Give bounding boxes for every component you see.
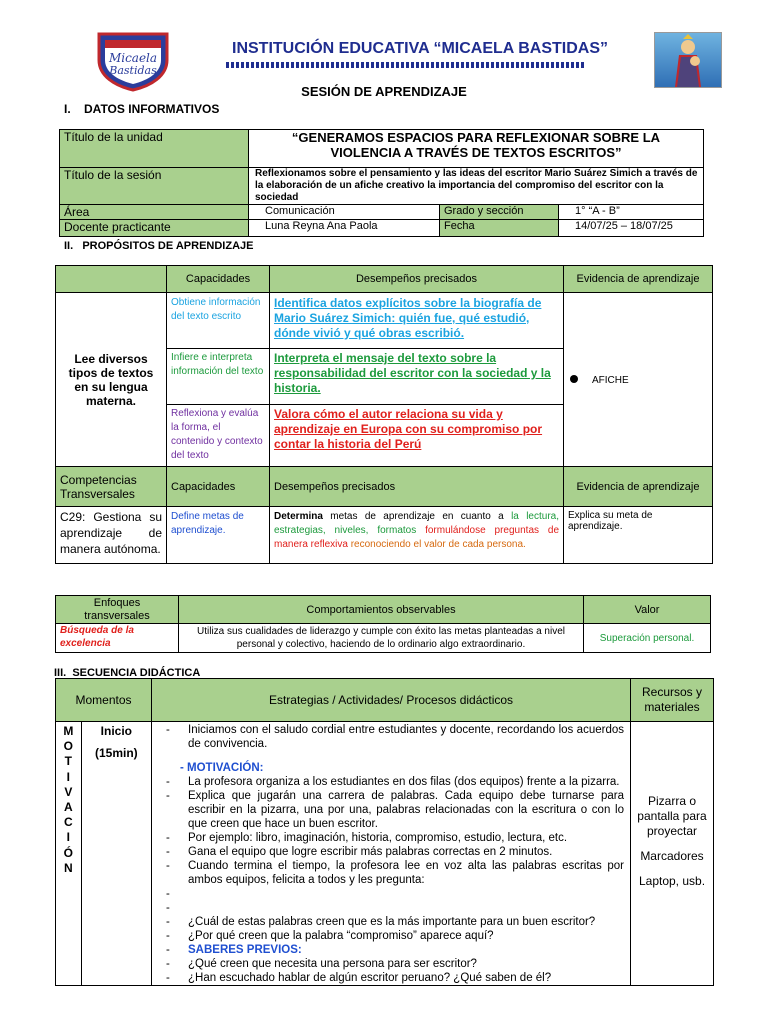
- list-item: [166, 929, 624, 943]
- list-item-text: ¿Por qué creen que la palabra “compromiso” aparece aquí?: [188, 930, 494, 942]
- dash-icon: -: [166, 972, 170, 984]
- vertical-letter: A: [64, 800, 73, 815]
- col-capacidades-2: Capacidades: [167, 467, 270, 507]
- unit-value: “GENERAMOS ESPACIOS PARA REFLEXIONAR SOBRE LA VIOLENCIA A TRAVÉS DE TEXTOS ESCRITOS”: [249, 130, 704, 168]
- list-item-text: ¿Han escuchado hablar de algún escritor peruano? ¿Qué saben de él?: [188, 972, 552, 984]
- date-label: Fecha: [440, 220, 559, 237]
- transversal-label: Competencias Transversales: [56, 467, 167, 507]
- list-item-text: Gana el equipo que logre escribir más palabras correctas en 2 minutos.: [188, 846, 553, 858]
- desempeno-1: Identifica datos explícitos sobre la biografía de Mario Suárez Simich: quién fue, qué estudió, dónde vivió y qué obras escribió.: [270, 293, 564, 349]
- enfoques-col-1: Enfoques transversales: [56, 596, 179, 624]
- col-desempenos-2: Desempeños precisados: [270, 467, 564, 507]
- enfoque-value: Búsqueda de la excelencia: [56, 624, 179, 653]
- vertical-letter: O: [63, 739, 73, 754]
- enfoques-table: [55, 595, 711, 653]
- dash-icon: -: [166, 930, 170, 942]
- desempeno-3: Valora cómo el autor relaciona su vida y aprendizaje en Europa con su compromiso por contar la historia del Perú: [270, 405, 564, 467]
- section-3-heading: III. SECUENCIA DIDÁCTICA: [54, 667, 201, 679]
- col-estrategias: Estrategias / Actividades/ Procesos didácticos: [152, 679, 631, 722]
- dash-icon: -: [166, 958, 170, 970]
- evidencia-value: AFICHE: [592, 374, 629, 386]
- unit-label: Título de la unidad: [60, 130, 249, 168]
- datos-informativos-table: [59, 129, 704, 237]
- dash-icon: -: [166, 846, 170, 858]
- moment-cell: [81, 722, 151, 986]
- list-item: [166, 859, 624, 887]
- area-label: Área: [60, 205, 249, 220]
- td-part-1: Determina: [274, 511, 323, 522]
- saberes-title: SABERES PREVIOS:: [188, 944, 302, 956]
- list-item: [166, 915, 624, 929]
- vertical-letter: I: [66, 830, 70, 845]
- td-part-5: reconociendo el valor de cada persona.: [347, 539, 526, 550]
- teacher-label: Docente practicante: [60, 220, 249, 237]
- logo-text-1: Micaela: [108, 51, 158, 65]
- dash-icon: -: [166, 944, 170, 956]
- td-part-3: la lectura, estrategias, niveles, formatos: [274, 511, 559, 536]
- list-item-text: ¿Qué creen que necesita una persona para ser escritor?: [188, 958, 477, 970]
- estrategias-cell: [152, 722, 631, 986]
- secuencia-table: [55, 678, 714, 986]
- enfoques-col-3: Valor: [584, 596, 711, 624]
- motivacion-title: - MOTIVACIÓN:: [180, 762, 264, 774]
- school-logo: [95, 30, 171, 92]
- moment-name: Inicio: [100, 724, 132, 738]
- list-item: [166, 971, 624, 985]
- session-title: SESIÓN DE APRENDIZAJE: [301, 84, 467, 99]
- list-item-text: La profesora organiza a los estudiantes en dos filas (dos equipos) frente a la pizarra.: [188, 776, 620, 788]
- col-evidencia-2: Evidencia de aprendizaje: [564, 467, 713, 507]
- dash-icon: -: [166, 776, 170, 788]
- vertical-letter: M: [63, 724, 74, 738]
- section-2-heading: II. PROPÓSITOS DE APRENDIZAJE: [64, 240, 254, 252]
- motivacion-list: [166, 775, 624, 943]
- td-part-2: metas de aprendizaje en cuanto a: [322, 511, 512, 522]
- col-desempenos: Desempeños precisados: [270, 266, 564, 293]
- teacher-value: Luna Reyna Ana Paola: [249, 220, 440, 237]
- transversal-desempeno: [270, 507, 564, 564]
- transversal-evidencia: Explica su meta de aprendizaje.: [564, 507, 713, 564]
- dash-icon: -: [166, 888, 170, 900]
- dash-icon: -: [166, 832, 170, 844]
- saberes-list: [166, 957, 624, 985]
- list-item: [166, 775, 624, 789]
- dash-icon: -: [166, 860, 170, 872]
- vertical-letter: I: [66, 769, 70, 784]
- vertical-letter: C: [64, 815, 73, 830]
- dash-icon: -: [166, 724, 170, 736]
- competencia-cell: Lee diversos tipos de textos en su lengua materna.: [56, 293, 167, 467]
- col-evidencia: Evidencia de aprendizaje: [564, 266, 713, 293]
- institution-name: INSTITUCIÓN EDUCATIVA “MICAELA BASTIDAS”: [232, 40, 608, 57]
- enfoques-col-2: Comportamientos observables: [179, 596, 584, 624]
- logo-text-2: Bastidas: [109, 64, 157, 77]
- desempeno-2: Interpreta el mensaje del texto sobre la responsabilidad del escritor con la sociedad y la historia.: [270, 349, 564, 405]
- vertical-letters: [56, 722, 81, 876]
- recurso-2: Marcadores: [640, 849, 704, 863]
- section-1-heading: I. DATOS INFORMATIVOS: [64, 102, 220, 116]
- evidencia-cell: [564, 293, 713, 467]
- saberes-item: [166, 943, 624, 957]
- session-value: Reflexionamos sobre el pensamiento y las ideas del escritor Mario Suárez Simich a través de la elaboración de un afiche creativo la importancia del compromiso del escritor con la sociedad: [249, 168, 704, 205]
- comportamiento-value: Utiliza sus cualidades de liderazgo y cumple con éxito las metas planteadas a nivel personal y colectivo, haciendo de lo ordinario algo extraordinario.: [179, 624, 584, 653]
- capacidad-1: Obtiene información del texto escrito: [167, 293, 270, 349]
- col-momentos: Momentos: [56, 679, 152, 722]
- recursos-cell: [631, 722, 714, 986]
- list-item-text: ¿Cuál de estas palabras creen que es la más importante para un buen escritor?: [188, 916, 596, 928]
- intro-text: Iniciamos con el saludo cordial entre estudiantes y docente, recordando los acuerdos de convivencia.: [188, 724, 624, 750]
- capacidad-3: Reflexiona y evalúa la forma, el contenido y contexto del texto: [167, 405, 270, 467]
- dash-icon: -: [166, 790, 170, 802]
- session-label: Título de la sesión: [60, 168, 249, 205]
- header-border-decoration: [226, 62, 586, 68]
- moment-duration: (15min): [94, 746, 138, 760]
- list-item: [166, 845, 624, 859]
- intro-item: [166, 723, 624, 751]
- transversal-competencia: C29: Gestiona su aprendizaje de manera autónoma.: [56, 507, 167, 564]
- religious-image: [654, 32, 722, 88]
- grade-value: 1° “A - B”: [559, 205, 704, 220]
- dash-icon: -: [166, 916, 170, 928]
- vertical-letter: V: [64, 784, 73, 799]
- list-item: [166, 831, 624, 845]
- valor-value: Superación personal.: [584, 624, 711, 653]
- list-item: [166, 887, 624, 901]
- vertical-letter: T: [64, 754, 72, 769]
- list-item: [166, 901, 624, 915]
- recurso-1: Pizarra o pantalla para proyectar: [637, 794, 707, 838]
- transversal-capacidad: Define metas de aprendizaje.: [167, 507, 270, 564]
- recurso-3: Laptop, usb.: [638, 874, 706, 888]
- area-value: Comunicación: [249, 205, 440, 220]
- col-recursos: Recursos y materiales: [631, 679, 714, 722]
- vertical-letter: Ó: [63, 845, 73, 860]
- vertical-motivacion: [56, 722, 82, 986]
- list-item-text: Cuando termina el tiempo, la profesora lee en voz alta las palabras escritas por ambos equipos, felicita a todos y les pregunta:: [188, 860, 624, 886]
- corner-cell: [56, 266, 167, 293]
- propositos-table: [55, 265, 713, 564]
- list-item-text: Por ejemplo: libro, imaginación, historia, compromiso, estudio, lectura, etc.: [188, 832, 568, 844]
- bullet-icon: [570, 375, 578, 383]
- list-item: [166, 789, 624, 831]
- list-item: [166, 957, 624, 971]
- col-capacidades: Capacidades: [167, 266, 270, 293]
- date-value: 14/07/25 – 18/07/25: [559, 220, 704, 237]
- dash-icon: -: [166, 902, 170, 914]
- grade-label: Grado y sección: [440, 205, 559, 220]
- td-part-4: formulándose preguntas de manera reflexiva: [274, 525, 560, 550]
- vertical-letter: N: [64, 860, 73, 875]
- capacidad-2: Infiere e interpreta información del texto: [167, 349, 270, 405]
- list-item-text: Explica que jugarán una carrera de palabras. Cada equipo debe turnarse para escribir en la pizarra, una por una, palabras relacionadas con la escritura o con lo que creen que hace un buen escritor.: [188, 790, 624, 830]
